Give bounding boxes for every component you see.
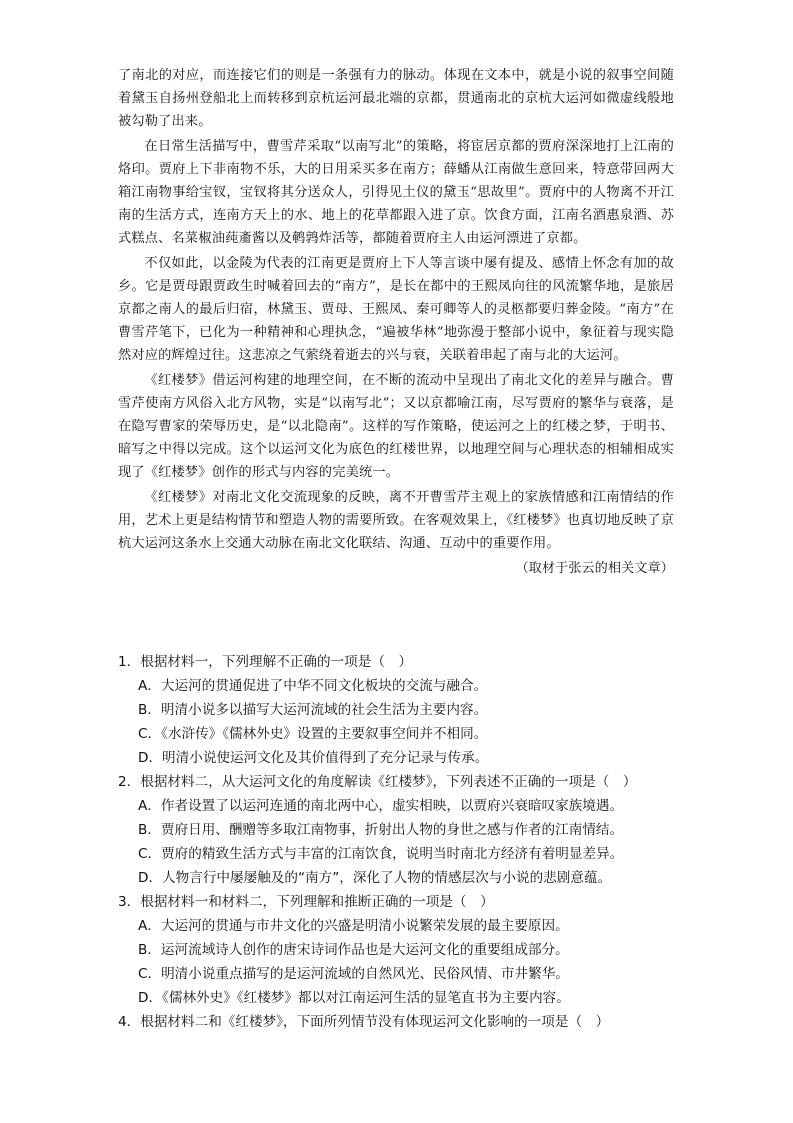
passage-paragraph: 《红楼梦》借运河构建的地理空间，在不断的流动中呈现出了南北文化的差异与融合。曹雪芹使南方风俗入北方风物，实是“以南写北”；又以京都喻江南，尽写贾府的繁华与衰落，是在隐写曹家的荣辱历史，是“以北隐南”。这样的写作策略，使运河之上的红楼之梦，于明书、暗写之中得以完成。这个以运河文化为底色的红楼世界，以地理空间与心理状态的相辅相成实现了《红楼梦》创作的形式与内容的完美统一。 <box>118 373 674 480</box>
option-c: C．《水浒传》《儒林外史》设置的主要叙事空间并不相同。 <box>138 726 488 742</box>
question-1 <box>118 650 678 770</box>
question-stem: 4．根据材料二和《红楼梦》，下面所列情节没有体现运河文化影响的一项是（ ） <box>118 1014 610 1030</box>
passage-paragraph: 了南北的对应，而连接它们的则是一条强有力的脉动。体现在文本中，就是小说的叙事空间随着黛玉自扬州登船北上而转移到京杭运河最北端的京都，贯通南北的京杭大运河如微虚线般地被勾勒了出来。 <box>118 68 674 129</box>
passage-paragraph: 《红楼梦》对南北文化交流现象的反映，离不开曹雪芹主观上的家族情感和江南情结的作用，艺术上更是结构情节和塑造人物的需要所致。在客观效果上，《红楼梦》也真切地反映了京杭大运河这条水上交通大动脉在南北文化联结、沟通、互动中的重要作用。 <box>118 490 674 551</box>
option-c: C．明清小说重点描写的是运河流域的自然风光、民俗风情、市井繁华。 <box>138 966 569 982</box>
passage-paragraph: 不仅如此，以金陵为代表的江南更是贾府上下人等言谈中屡有提及、感情上怀念有加的故乡。它是贾母跟贾政生时喊着回去的“南方”，是长在都中的王熙凤向往的风流繁华地，是旅居京都之南人的最后归宿，林黛玉、贾母、王熙凤、秦可卿等人的灵柩都要归葬金陵。“南方”在曹雪芹笔下，已化为一种精神和心理执念，“遍被华林”地弥漫于整部小说中，象征着与现实隐然对应的辉煌过往。这悲凉之气萦绕着逝去的兴与衰，关联着串起了南与北的大运河。 <box>118 256 674 363</box>
question-stem: 3．根据材料一和材料二，下列理解和推断正确的一项是（ ） <box>118 894 494 910</box>
option-b: B．明清小说多以描写大运河流域的社会生活为主要内容。 <box>138 702 488 718</box>
option-b: B．贾府日用、酬赠等多取江南物事，折射出人物的身世之感与作者的江南情结。 <box>138 822 624 838</box>
source-citation: （取材于张云的相关文章） <box>515 561 674 576</box>
question-4 <box>118 1010 678 1034</box>
option-d: D．人物言行中屡屡触及的“南方”，深化了人物的情感层次与小说的悲剧意蕴。 <box>138 870 612 886</box>
option-a: A．作者设置了以运河连通的南北两中心，虚实相映，以贾府兴衰暗叹家族境遇。 <box>138 798 624 814</box>
option-d: D．《儒林外史》《红楼梦》都以对江南运河生活的显笔直书为主要内容。 <box>138 990 570 1006</box>
option-a: A．大运河的贯通促进了中华不同文化板块的交流与融合。 <box>138 678 488 694</box>
option-a: A．大运河的贯通与市井文化的兴盛是明清小说繁荣发展的最主要原因。 <box>138 918 569 934</box>
question-list <box>118 650 678 1034</box>
option-d: D．明清小说使运河文化及其价值得到了充分记录与传承。 <box>138 750 489 766</box>
option-c: C．贾府的精致生活方式与丰富的江南饮食，说明当时南北方经济有着明显差异。 <box>138 846 624 862</box>
passage-paragraph: 在日常生活描写中，曹雪芹采取“以南写北”的策略，将宦居京都的贾府深深地打上江南的烙印。贾府上下非南物不乐，大的日用采买多在南方；薛蟠从江南做生意回来，特意带回两大箱江南物事给宝钗，宝钗将其分送众人，引得见土仪的黛玉“思故里”。贾府中的人物离不开江南的生活方式，连南方天上的水、地上的花草都跟入进了京。饮食方面，江南名酒惠泉酒、苏式糕点、名菜椒油莼齑酱以及鹌鹑炸活等，都随着贾府主人由运河漂进了京都。 <box>118 139 674 246</box>
question-2 <box>118 770 678 890</box>
question-3 <box>118 890 678 1010</box>
option-b: B．运河流域诗人创作的唐宋诗词作品也是大运河文化的重要组成部分。 <box>138 942 569 958</box>
question-stem: 2．根据材料二，从大运河文化的角度解读《红楼梦》，下列表述不正确的一项是（ ） <box>118 774 637 790</box>
reading-passage <box>118 64 674 580</box>
question-stem: 1．根据材料一，下列理解不正确的一项是（ ） <box>118 654 413 670</box>
